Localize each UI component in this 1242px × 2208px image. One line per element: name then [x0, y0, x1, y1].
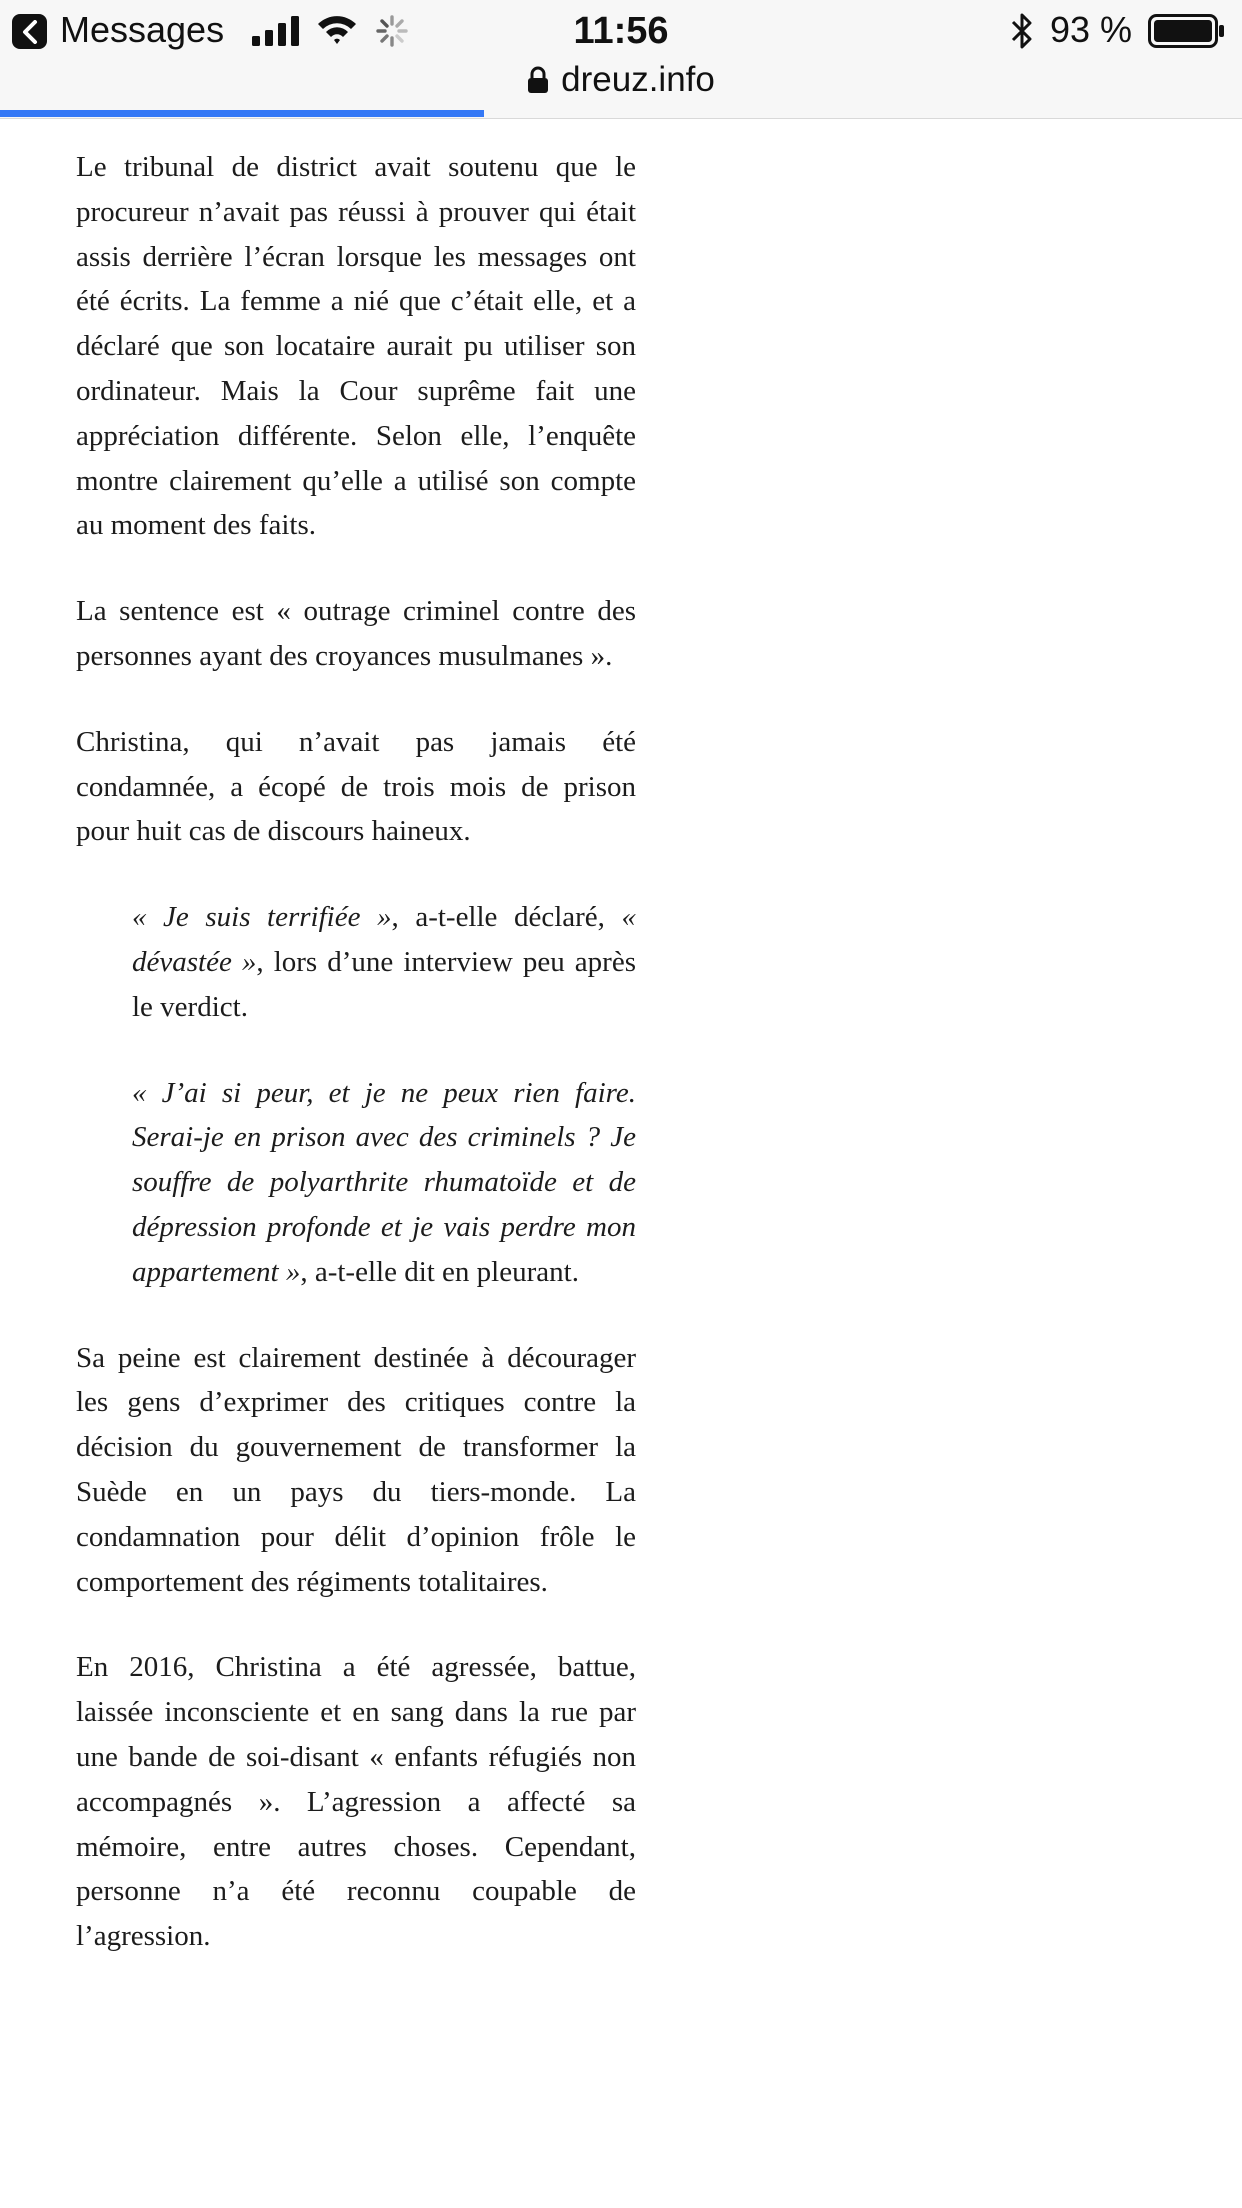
address-bar[interactable] [0, 56, 1242, 106]
blockquote-paragraph [132, 1071, 636, 1295]
article-paragraph: Sa peine est clairement destinée à décourager les gens d’exprimer des critiques contre la décision du gouvernement de transformer la Suède en un pays du tiers-monde. La condamnation pour délit d’opinion frôle le comportement des régiments totalitaires. [76, 1341, 636, 1598]
article-paragraph: Le tribunal de district avait soutenu que le procureur n’avait pas réussi à prouver qui était assis derrière l’écran lorsque les messages ont été écrits. La femme a nié que c’était elle, et a déclaré que son locataire aurait pu utiliser son ordinateur. Mais la Cour suprême fait une appréciation différente. Selon elle, l’enquête montre clairement qu’elle a utilisé son compte au moment des faits. [76, 151, 636, 542]
quote-italic: « Je suis terrifiée » [132, 901, 392, 934]
back-to-app-label[interactable]: Messages [60, 9, 225, 50]
quote-italic: « J’ai si peur, et je ne peux rien faire. Serai-je en prison avec des criminels ? Je souffre de polyarthrite rhumatoïde et de dépression profonde et je vais perdre mon appartement » [132, 1076, 636, 1288]
quote-text: , a-t-elle déclaré, [391, 901, 622, 934]
quote-text: , lors d’une interview peu après le verdict. [132, 945, 636, 1023]
status-bar [0, 0, 1242, 62]
browser-top-bar [0, 0, 1242, 119]
bluetooth-icon [1010, 12, 1034, 50]
url-text[interactable]: dreuz.info [561, 60, 715, 99]
battery-percentage: 93 % [1050, 9, 1133, 50]
quote-text: , a-t-elle dit en pleurant. [300, 1255, 579, 1288]
clock: 11:56 [573, 10, 669, 52]
article-body [76, 145, 636, 2000]
article-paragraph: En 2016, Christina a été agressée, battue, laissée inconsciente et en sang dans la rue par une bande de soi-disant « enfants réfugiés non accompagnés ». L’agression a affecté sa mémoire, entre autres choses. Cependant, personne n’a été reconnu coupable de l’agression. [76, 1651, 636, 1953]
blockquote-paragraph [132, 895, 636, 1029]
page-load-progress-bar [0, 110, 484, 117]
quote-italic: « dévastée » [132, 901, 636, 978]
lock-icon [527, 66, 549, 94]
battery-icon [1148, 14, 1226, 48]
article-paragraph: Christina, qui n’avait pas jamais été condamnée, a écopé de trois mois de prison pour huit cas de discours haineux. [76, 725, 636, 848]
article-paragraph: La sentence est « outrage criminel contre des personnes ayant des croyances musulmanes ». [76, 595, 636, 672]
